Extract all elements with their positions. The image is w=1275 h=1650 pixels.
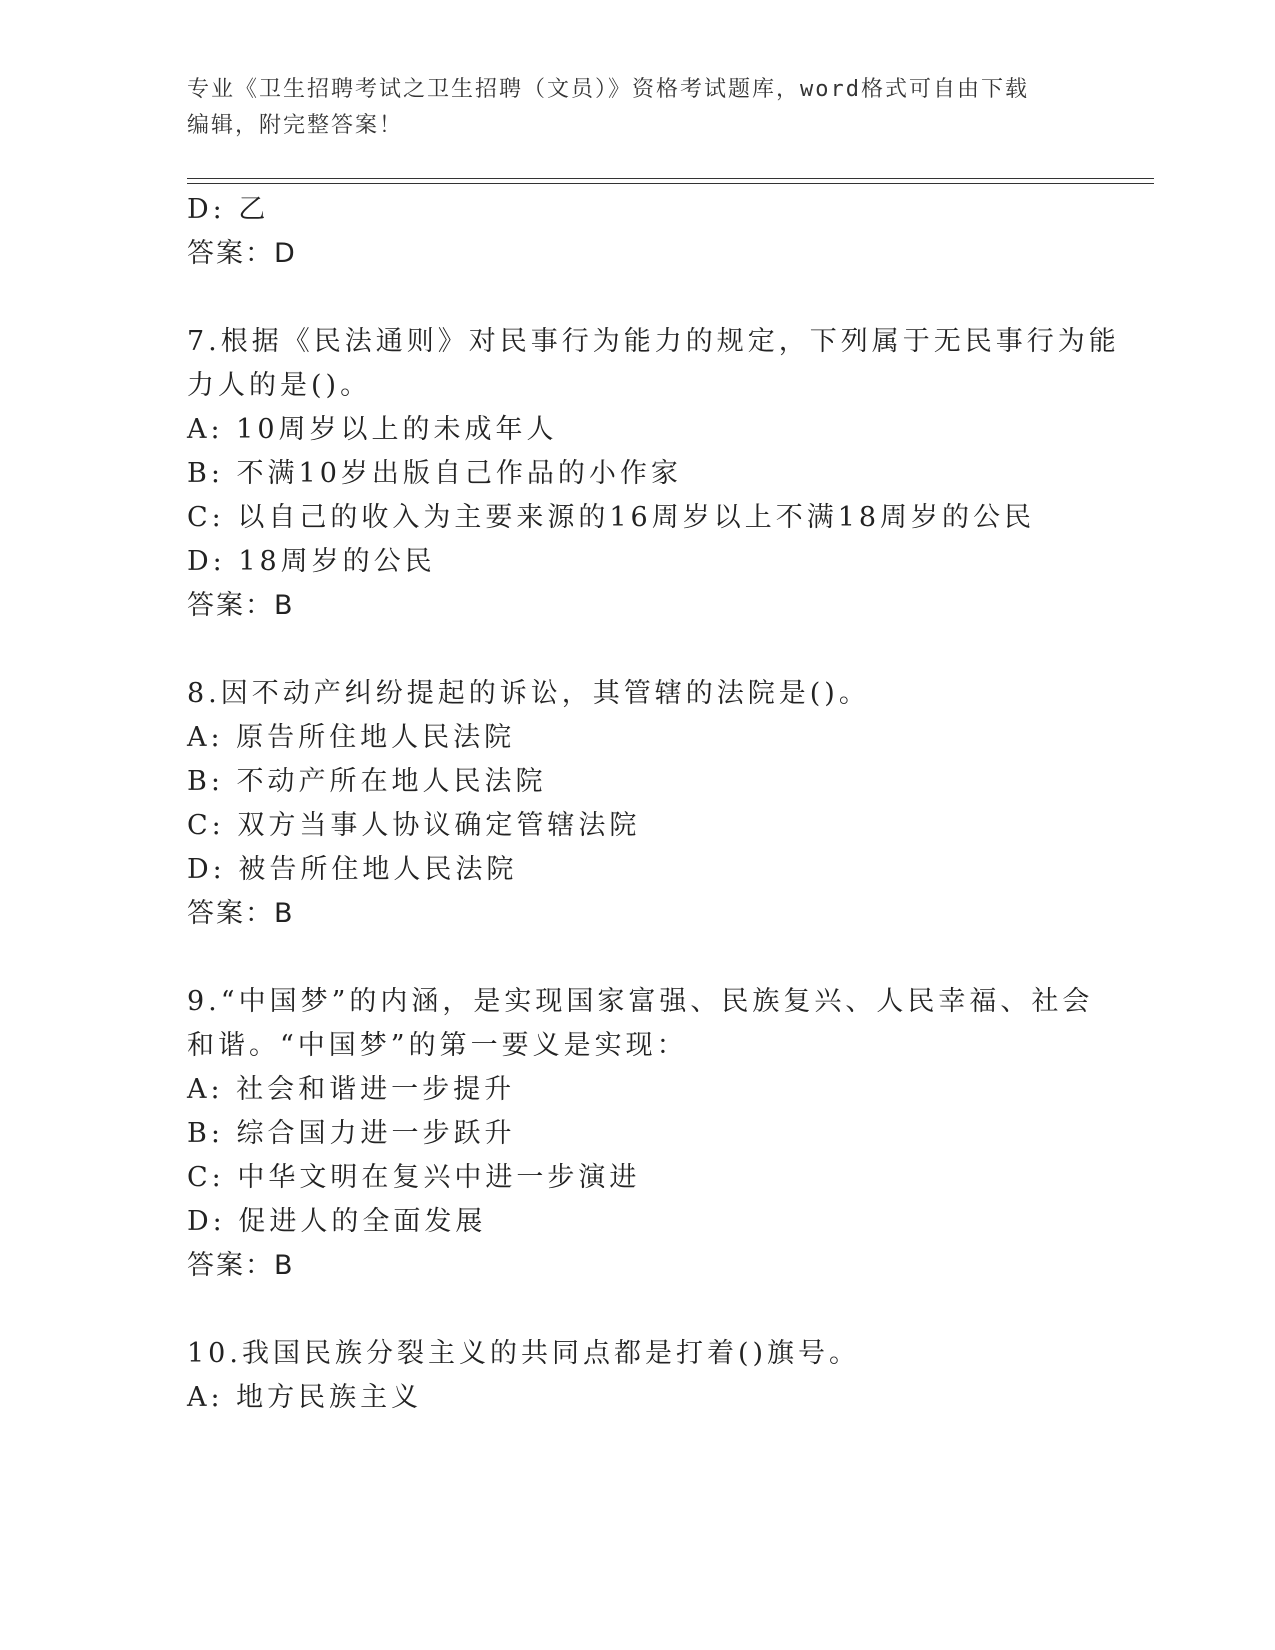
q7-stem-line-2: 力人的是()。: [187, 370, 372, 401]
header-divider-top: [187, 178, 1154, 179]
q8-option-c: C: 双方当事人协议确定管辖法院: [187, 810, 641, 841]
q7-option-c: C: 以自己的收入为主要来源的16周岁以上不满18周岁的公民: [187, 502, 1036, 533]
q9-answer: 答案：B: [187, 1250, 295, 1281]
q8-option-d: D: 被告所住地人民法院: [187, 854, 518, 885]
q8-option-a: A: 原告所住地人民法院: [187, 722, 516, 753]
q7-option-d: D: 18周岁的公民: [187, 546, 436, 577]
header-divider-bottom: [187, 183, 1154, 184]
q9-stem-line-1: 9.“中国梦”的内涵，是实现国家富强、民族复兴、人民幸福、社会: [187, 986, 1094, 1017]
q9-option-c: C: 中华文明在复兴中进一步演进: [187, 1162, 641, 1193]
q8-option-b: B: 不动产所在地人民法院: [187, 766, 547, 797]
header-line-2: 编辑，附完整答案！: [187, 113, 404, 138]
q7-option-b: B: 不满10岁出版自己作品的小作家: [187, 458, 682, 489]
q7-stem-line-1: 7.根据《民法通则》对民事行为能力的规定，下列属于无民事行为能: [187, 326, 1120, 357]
q9-option-b: B: 综合国力进一步跃升: [187, 1118, 516, 1149]
prev-answer: 答案：D: [187, 238, 297, 269]
q9-option-a: A: 社会和谐进一步提升: [187, 1074, 516, 1105]
q9-stem-line-2: 和谐。“中国梦”的第一要义是实现：: [187, 1030, 688, 1061]
prev-option-d: D: 乙: [187, 194, 270, 225]
q7-option-a: A: 10周岁以上的未成年人: [187, 414, 558, 445]
page-header: [187, 72, 1067, 144]
q8-answer: 答案：B: [187, 898, 295, 929]
q8-stem-line-1: 8.因不动产纠纷提起的诉讼，其管辖的法院是()。: [187, 678, 870, 709]
q10-option-a: A: 地方民族主义: [187, 1382, 423, 1413]
q9-option-d: D: 促进人的全面发展: [187, 1206, 487, 1237]
q10-stem-line-1: 10.我国民族分裂主义的共同点都是打着()旗号。: [187, 1338, 861, 1369]
header-line-1: 专业《卫生招聘考试之卫生招聘（文员）》资格考试题库，word格式可自由下载: [187, 77, 1029, 102]
q7-answer: 答案：B: [187, 590, 295, 621]
